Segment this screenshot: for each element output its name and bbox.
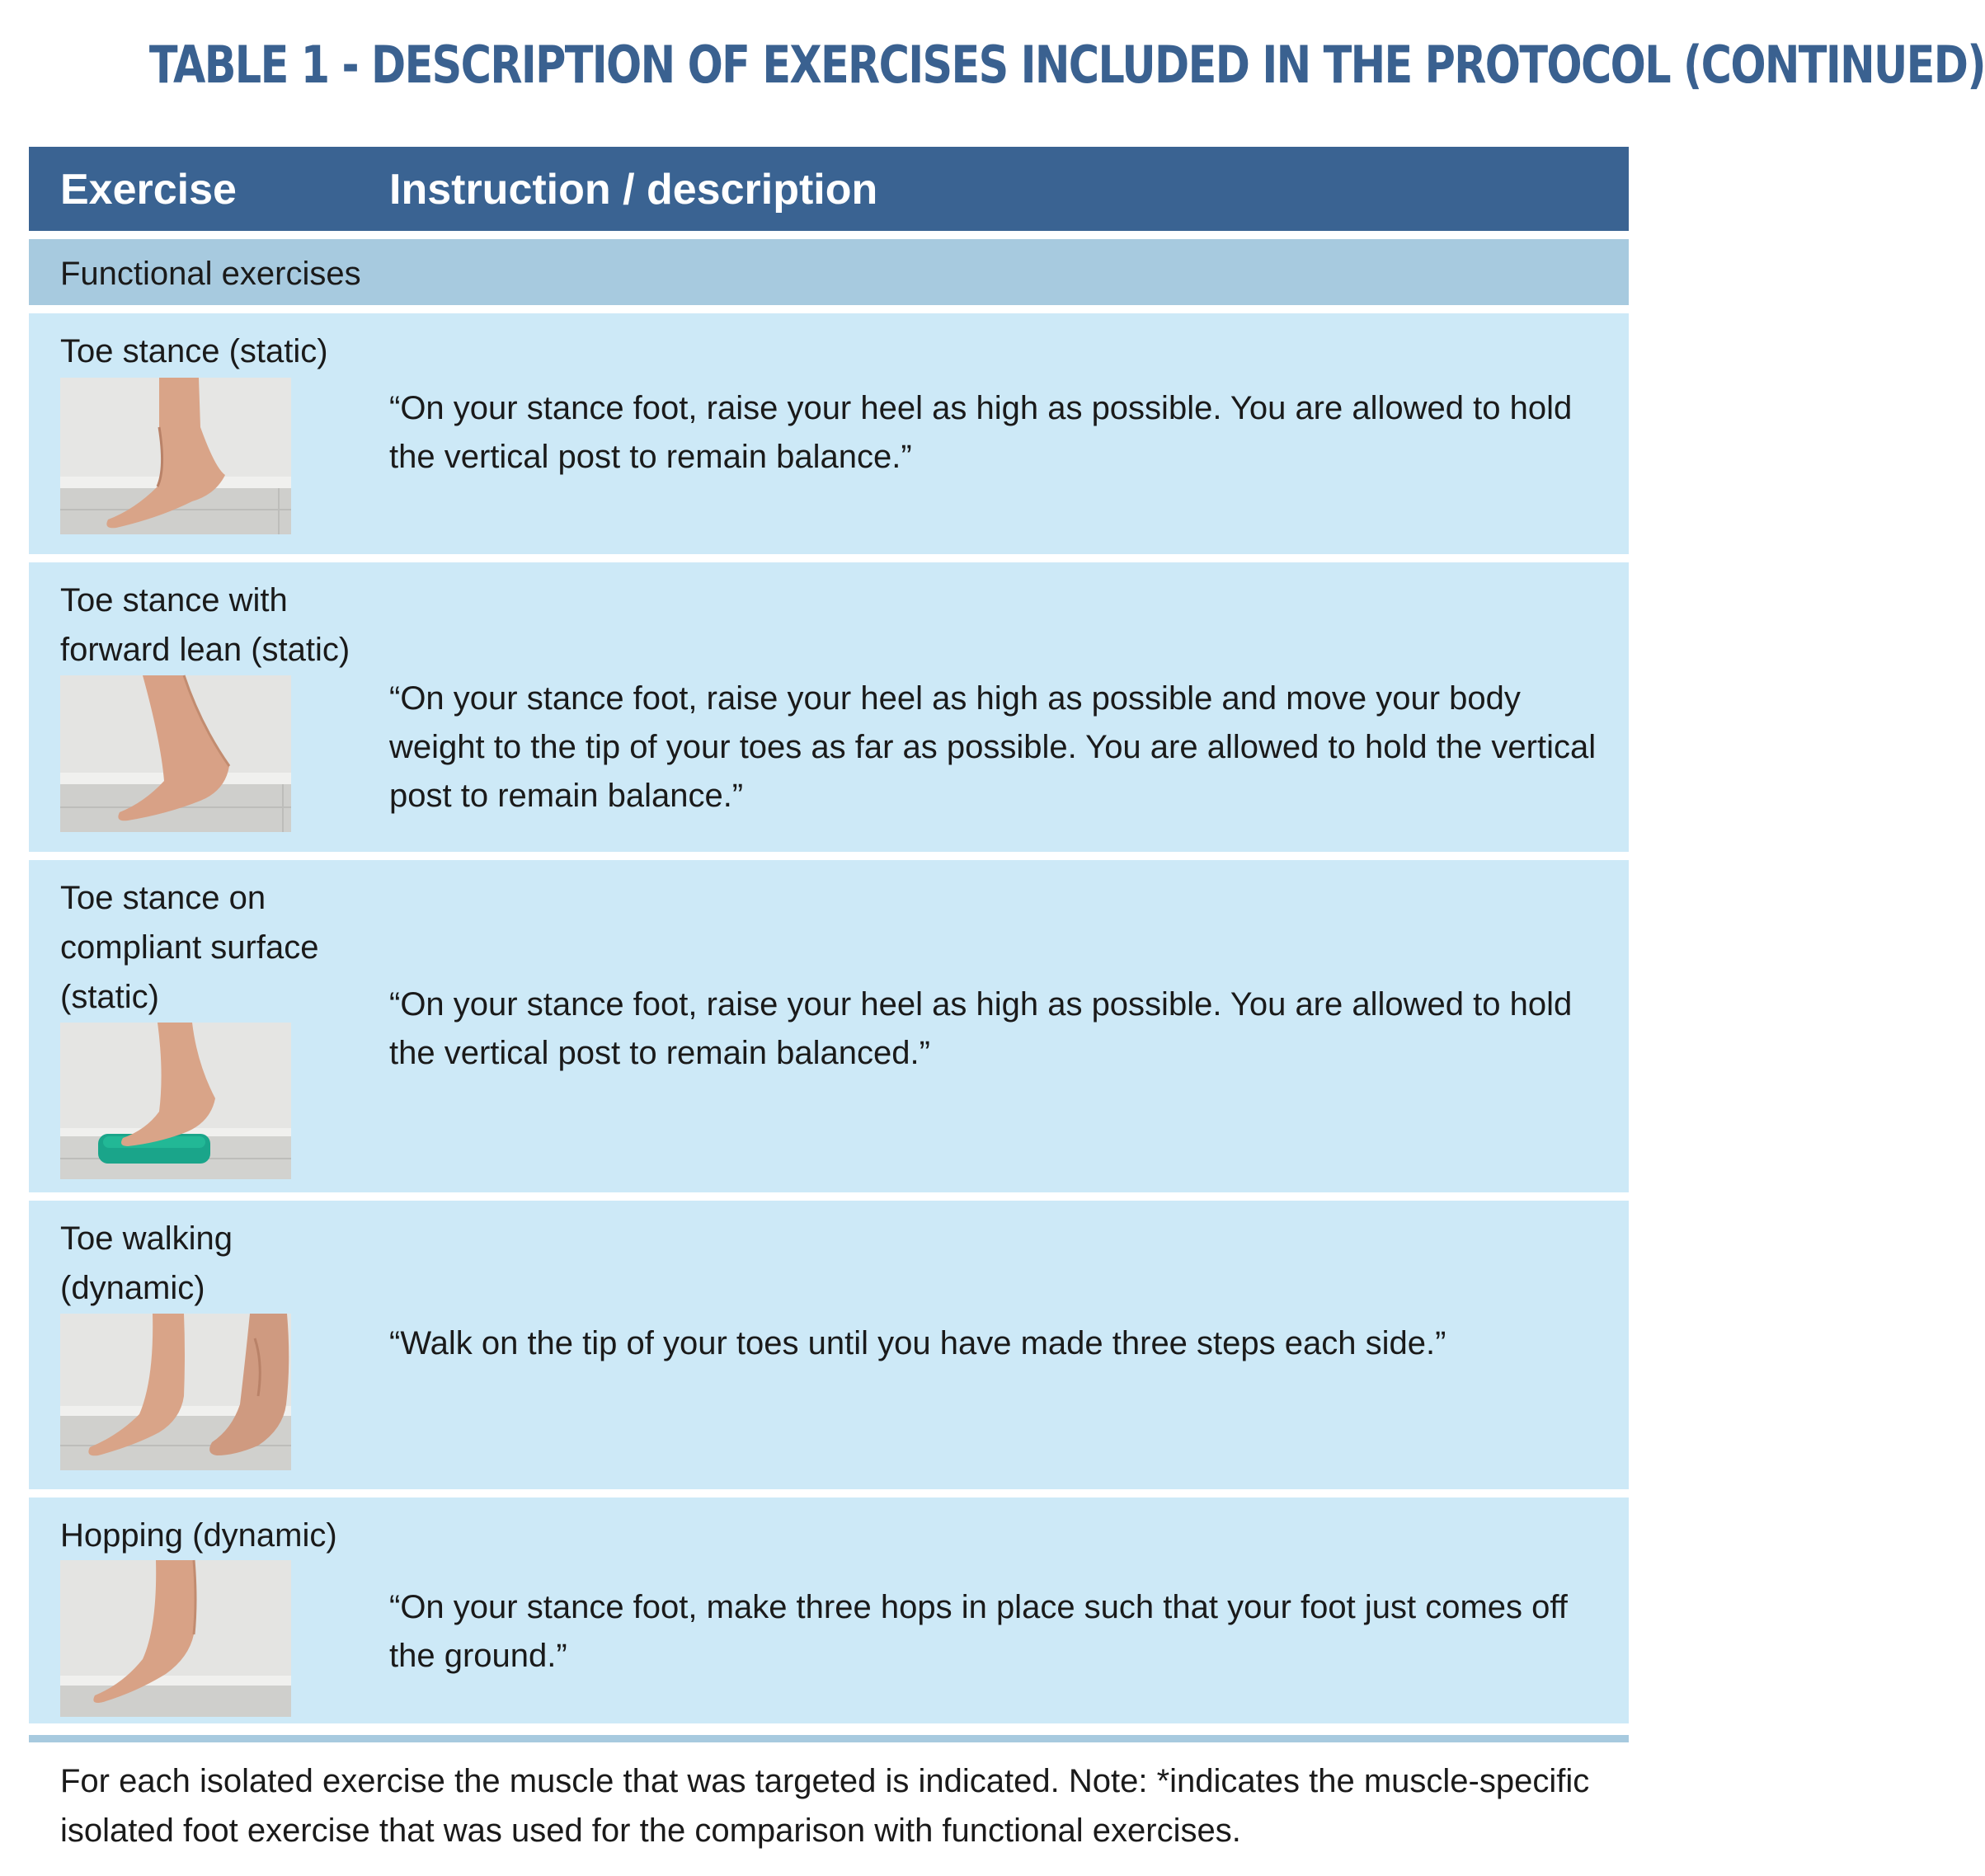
table-bottom-rule	[29, 1735, 1629, 1742]
table-footnote: For each isolated exercise the muscle that was targeted is indicated. Note: *indicates the muscle-specific isolated foot exercise that was used for the comparison with functional exercises.	[60, 1763, 1590, 1849]
exercise-description: “On your stance foot, raise your heel as high as possible. You are allowed to hold the vertical post to remain balance.”	[389, 390, 1573, 475]
table-row	[29, 1201, 1629, 1489]
exercise-name: Toe stance (static)	[60, 333, 328, 369]
section-label: Functional exercises	[60, 256, 361, 292]
exercise-description: “On your stance foot, raise your heel as high as possible and move your body weight to the tip of your toes as far as possible. You are allowed to hold the vertical post to remain balance.”	[389, 680, 1597, 814]
exercise-description: “Walk on the tip of your toes until you have made three steps each side.”	[389, 1325, 1446, 1361]
exercise-description: “On your stance foot, make three hops in place such that your foot just comes off the ground.”	[389, 1589, 1568, 1674]
exercise-name: Toe stance with forward lean (static)	[60, 582, 350, 668]
exercise-table	[29, 147, 1629, 1742]
table-title: TABLE 1 - DESCRIPTION OF EXERCISES INCLUDED IN THE PROTOCOL (CONTINUED)	[148, 35, 1985, 95]
foot-heel-raise-photo	[60, 378, 291, 534]
header-exercise: Exercise	[60, 166, 237, 214]
table-row	[29, 1498, 1629, 1723]
table-row	[29, 860, 1629, 1192]
foot-hopping-photo	[60, 1560, 291, 1717]
feet-toe-walking-photo	[60, 1314, 291, 1470]
section-header	[29, 239, 1629, 305]
table-row	[29, 562, 1629, 852]
header-instruction: Instruction / description	[389, 166, 878, 214]
table-header	[29, 147, 1629, 231]
table-row	[29, 313, 1629, 554]
foot-forward-lean-photo	[60, 675, 291, 832]
foot-on-foam-pad-photo	[60, 1023, 291, 1179]
exercise-name: Toe walking (dynamic)	[60, 1220, 233, 1306]
exercise-name: Hopping (dynamic)	[60, 1517, 337, 1554]
exercise-description: “On your stance foot, raise your heel as high as possible. You are allowed to hold the vertical post to remain balanced.”	[389, 986, 1573, 1071]
exercise-name: Toe stance on compliant surface (static)	[60, 880, 319, 1015]
